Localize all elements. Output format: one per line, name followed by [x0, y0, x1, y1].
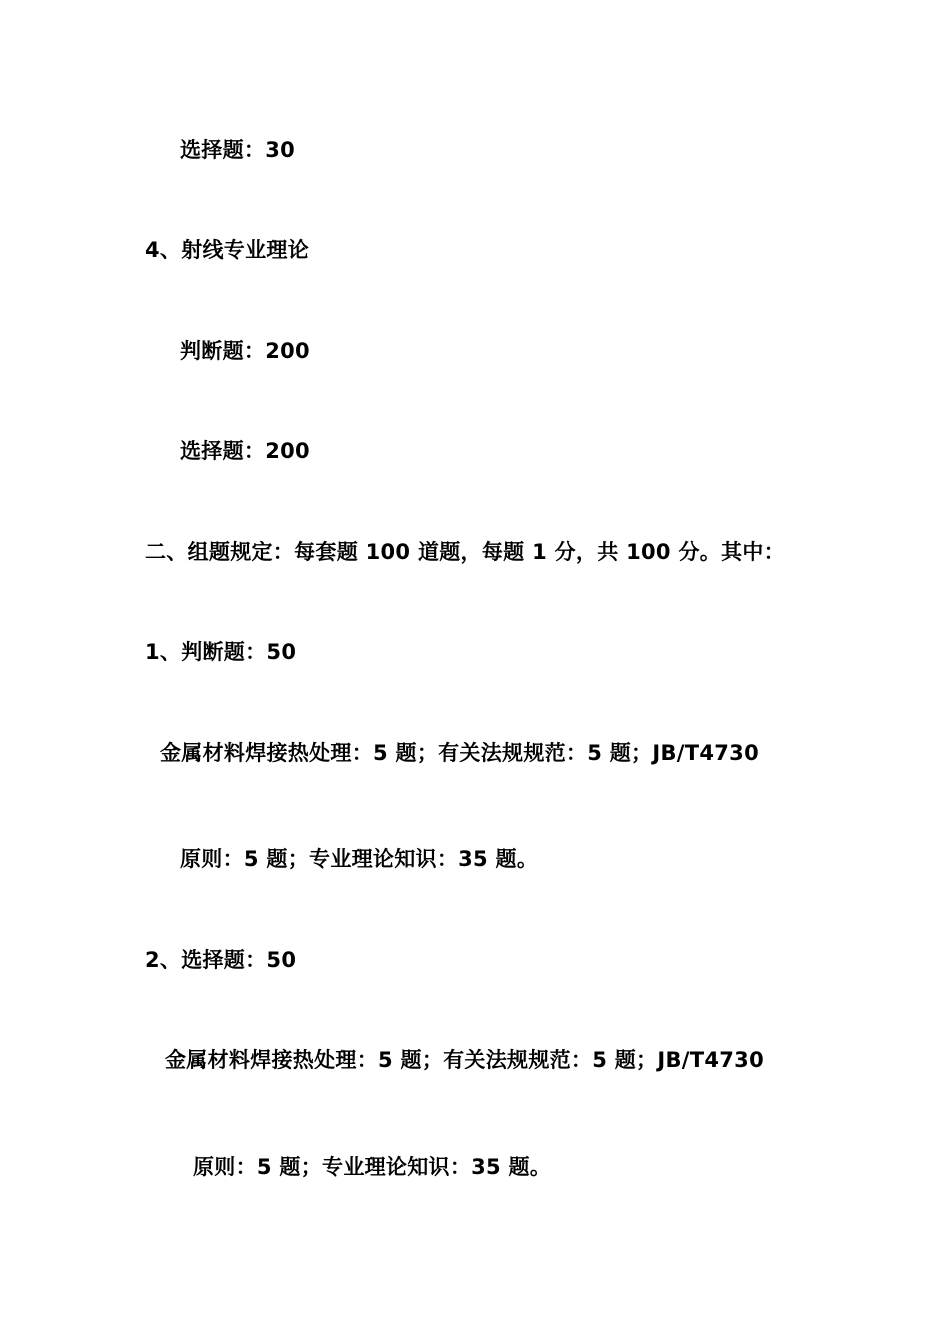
choice-count-line: 选择题：200 [180, 439, 310, 463]
section-heading-ray-theory: 4、射线专业理论 [145, 238, 310, 262]
judgment-breakdown-line: 金属材料焊接热处理：5 题；有关法规规范：5 题；JB/T4730 [160, 741, 760, 765]
item-choice-heading: 2、选择题：50 [145, 948, 297, 972]
item-judgment-heading: 1、判断题：50 [145, 640, 297, 664]
choice-breakdown-line: 金属材料焊接热处理：5 题；有关法规规范：5 题；JB/T4730 [165, 1048, 765, 1072]
choice-breakdown-line: 原则：5 题；专业理论知识：35 题。 [193, 1155, 552, 1179]
section-heading-rules: 二、组题规定：每套题 100 道题，每题 1 分，共 100 分。其中： [145, 540, 785, 564]
judgment-count-line: 判断题：200 [180, 339, 310, 363]
judgment-breakdown-line: 原则：5 题；专业理论知识：35 题。 [180, 847, 539, 871]
choice-count-line: 选择题：30 [180, 138, 296, 162]
